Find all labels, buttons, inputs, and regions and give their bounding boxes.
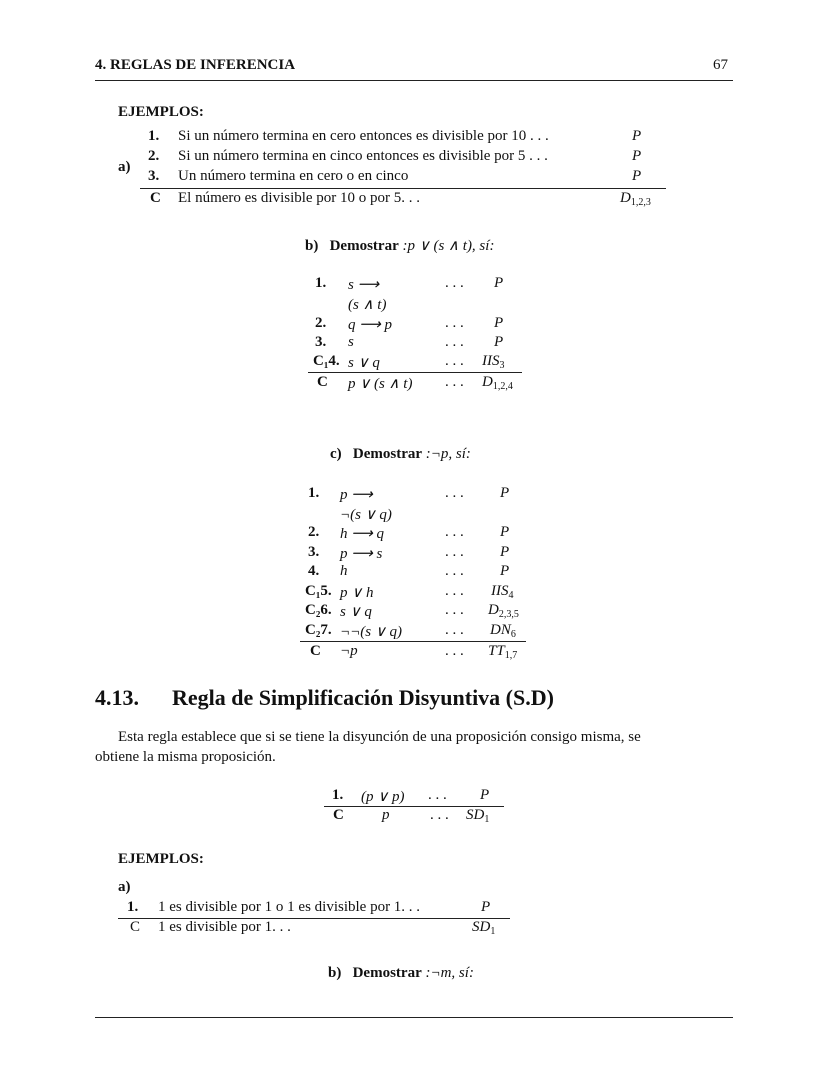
step-justification: $D_{2,3,5}$ (488, 602, 519, 620)
rule-dots: . . . (430, 807, 449, 823)
rule-premise-formula: (p ∨ p) (361, 789, 405, 805)
section-title: Regla de Simplificación Disyuntiva (S.D) (172, 685, 554, 710)
step-formula: s ∨ q (340, 604, 372, 620)
step-number: 1. (315, 275, 327, 291)
rule-conclusion-justification: $SD_1$ (466, 807, 490, 825)
rule-dots: . . . (428, 787, 447, 803)
conclusion-rule (140, 188, 666, 189)
justification: P (632, 168, 642, 184)
step-number: C₁4. (313, 353, 340, 369)
premise-number: 1. (127, 899, 139, 915)
premise-number: 2. (148, 148, 160, 164)
step-number: 2. (308, 524, 320, 540)
conclusion-text: 1 es divisible por 1. . . (158, 919, 291, 935)
step-dots: . . . (445, 334, 464, 350)
rule-conclusion-formula: p (382, 807, 390, 823)
step-formula: h ⟶ q (340, 526, 385, 542)
conclusion-label: C (317, 374, 328, 390)
rule-premise-number: 1. (332, 787, 344, 803)
conclusion-justification: $D_{1,2,3}$ (620, 190, 651, 208)
step-formula: s ∨ q (348, 355, 380, 371)
premise-number: 1. (148, 128, 160, 144)
step-dots: . . . (445, 622, 464, 638)
exercise-b-heading: b) Demostrar :p ∨ (s ∧ t), sí: (305, 238, 495, 254)
step-justification: P (500, 485, 510, 501)
step-formula: (s ∧ t) (348, 297, 387, 313)
conclusion-formula: ¬p (340, 643, 358, 659)
premise-number: 3. (148, 168, 160, 184)
step-number: C₂6. (305, 602, 332, 618)
step-formula: p ⟶ s (340, 546, 383, 562)
conclusion-label: C (150, 190, 161, 206)
step-justification: P (494, 275, 504, 291)
step-dots: . . . (445, 583, 464, 599)
step-formula: p ∨ h (340, 585, 374, 601)
header-rule (95, 80, 733, 81)
justification: P (632, 148, 642, 164)
step-formula: s ⟶ (348, 277, 380, 293)
conclusion-rule (300, 641, 526, 642)
examples-heading: EJEMPLOS: (118, 104, 204, 120)
running-header-chapter: 4. REGLAS DE INFERENCIA (95, 57, 296, 73)
step-number: C₂7. (305, 622, 332, 638)
exercise-b-heading: b) Demostrar :¬m, sí: (328, 965, 474, 981)
step-dots: . . . (445, 315, 464, 331)
step-justification: P (500, 544, 510, 560)
step-number: 4. (308, 563, 320, 579)
conclusion-text: El número es divisible por 10 o por 5. . . (178, 190, 421, 206)
step-formula: s (348, 334, 354, 350)
conclusion-formula: p ∨ (s ∧ t) (348, 376, 413, 392)
step-number: 3. (308, 544, 320, 560)
step-formula: h (340, 563, 348, 579)
premise-text: Si un número termina en cinco entonces es divisible por 5 . . . (178, 148, 548, 164)
step-dots: . . . (445, 275, 464, 291)
step-justification: $IIS_4$ (491, 583, 514, 601)
step-number: C₁5. (305, 583, 332, 599)
examples-heading: EJEMPLOS: (118, 851, 204, 867)
step-justification: P (494, 334, 504, 350)
step-justification: $IIS_3$ (482, 353, 505, 371)
step-dots: . . . (445, 643, 464, 659)
step-dots: . . . (445, 374, 464, 390)
conclusion-justification: $TT_{1,7}$ (488, 643, 518, 661)
step-number: 2. (315, 315, 327, 331)
premise-text: Un número termina en cero o en cinco (178, 168, 409, 184)
section-number: 4.13. (95, 685, 139, 710)
conclusion-label: C (310, 643, 321, 659)
rule-conclusion-label: C (333, 807, 344, 823)
example-a-label: a) (118, 159, 131, 175)
step-dots: . . . (445, 485, 464, 501)
step-formula: ¬(s ∨ q) (340, 507, 392, 523)
premise-text: 1 es divisible por 1 o 1 es divisible por 1. . . (158, 899, 421, 915)
conclusion-justification: $SD_1$ (472, 919, 496, 937)
conclusion-label: C (130, 919, 141, 935)
example-a-label: a) (118, 879, 131, 895)
step-number: 3. (315, 334, 327, 350)
step-formula: p ⟶ (340, 487, 373, 503)
step-justification: $DN_6$ (490, 622, 516, 640)
section-paragraph-line1: Esta regla establece que si se tiene la disyunción de una proposición consigo misma, se (118, 729, 641, 745)
rule-premise-justification: P (480, 787, 490, 803)
step-dots: . . . (445, 353, 464, 369)
step-justification: P (494, 315, 504, 331)
step-dots: . . . (445, 544, 464, 560)
conclusion-rule (308, 372, 522, 373)
step-justification: P (500, 563, 510, 579)
step-dots: . . . (445, 563, 464, 579)
page-number: 67 (713, 57, 728, 73)
step-formula: ¬¬(s ∨ q) (340, 624, 403, 640)
conclusion-justification: $D_{1,2,4}$ (482, 374, 513, 392)
exercise-c-heading: c) Demostrar :¬p, sí: (330, 446, 471, 462)
step-justification: P (500, 524, 510, 540)
step-dots: . . . (445, 524, 464, 540)
justification: P (632, 128, 642, 144)
step-formula: q ⟶ p (348, 317, 393, 333)
step-number: 1. (308, 485, 320, 501)
section-paragraph-line2: obtiene la misma proposición. (95, 749, 276, 765)
justification: P (481, 899, 491, 915)
premise-text: Si un número termina en cero entonces es divisible por 10 . . . (178, 128, 549, 144)
footer-rule (95, 1017, 733, 1018)
step-dots: . . . (445, 602, 464, 618)
